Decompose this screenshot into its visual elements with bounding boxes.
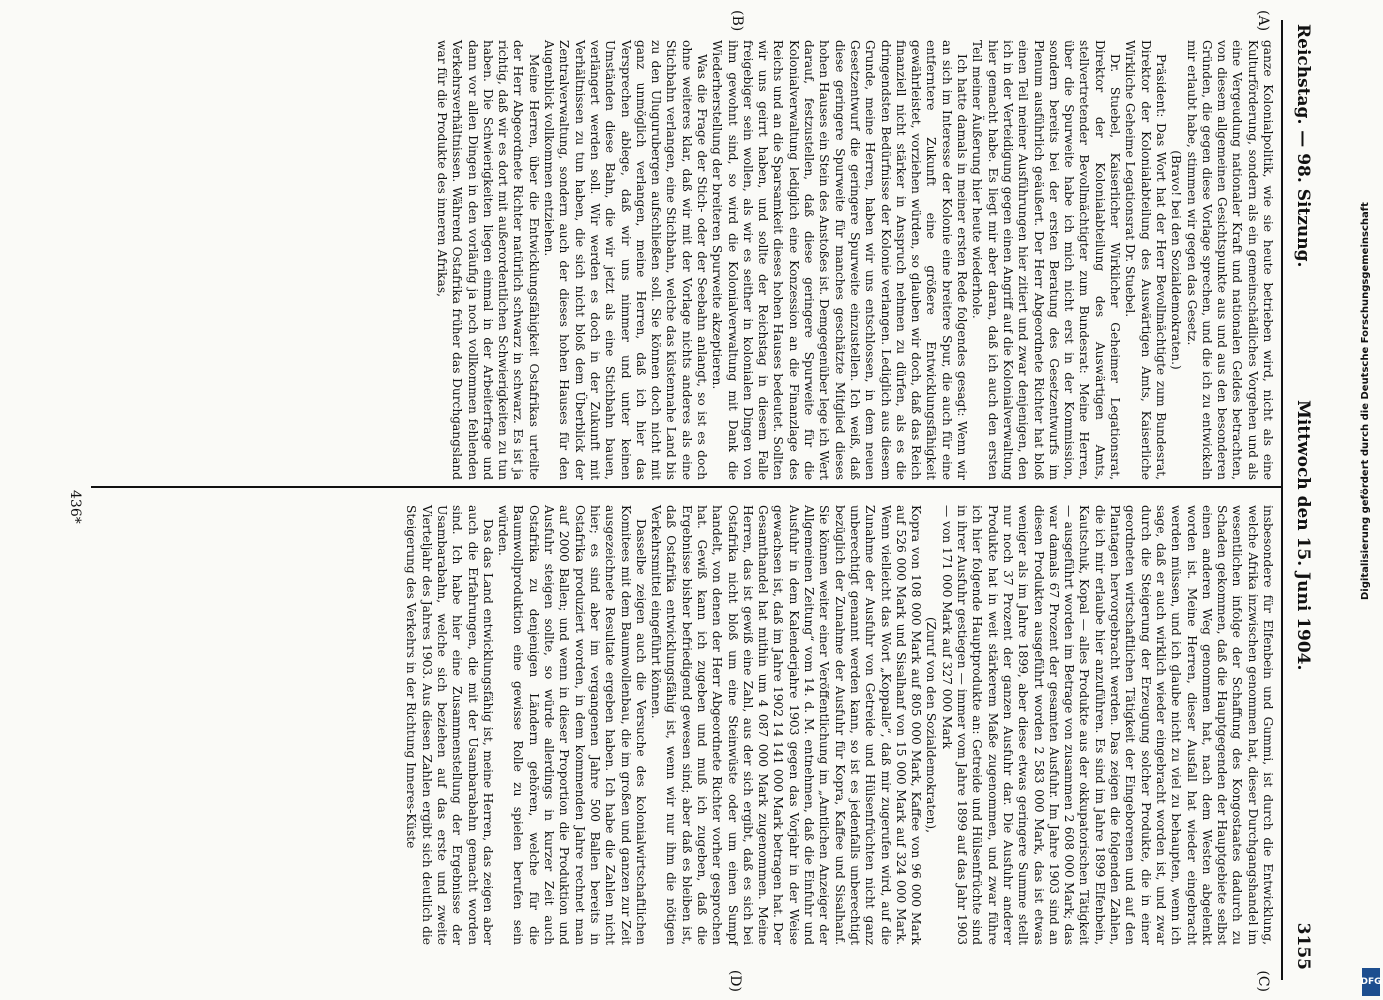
digitization-credit: Digitalisierung gefördert durch die Deutsche Forschungsgemeinschaft bbox=[1360, 202, 1371, 600]
margin-mark-a: (A) bbox=[1255, 10, 1271, 32]
header-rule bbox=[1281, 20, 1283, 980]
header-page-number: 3155 bbox=[1293, 922, 1313, 970]
paragraph: Dr. Stuebel, Kaiserlicher Wirklicher Geheimer Legationsrat, Direktor der Kolonialabteilung des Auswärtigen Amts, stellvertretender Bevollmächtigter zum Bundesrat: Meine Herren, über die Spurweite habe ich mich nicht erst in der Kommission, sondern bereits bei der ersten Beratung des Gesetzentwurfs im Plenum ausführlich geäußert. Der Herr Abgeordnete Richter hat bloß einen Teil meiner Ausführungen hier zitiert und zwar denjenigen, den ich in der Verteidigung gegen einen Angriff auf die Kolonialverwaltung hier gemacht habe. Es liegt mir aber daran, daß ich auch den ersten Teil meiner Äußerung hier heute wiederhole. bbox=[970, 40, 1123, 480]
header-date: Mittwoch den 15. Juni 1904. bbox=[1293, 400, 1313, 671]
paragraph: Präsident: Das Wort hat der Herr Bevollmächtigte zum Bundesrat, Direktor der Kolonialabteilung des Auswärtigen Amts, Kaiserliche Wirkliche Geheime Legationsrat Dr. Stuebel. bbox=[1123, 40, 1168, 480]
paragraph: (Zuruf von den Sozialdemokraten), bbox=[924, 617, 939, 833]
paragraph: Kopra von 108 000 Mark auf 805 000 Mark, Kaffee von 96 000 Mark auf 526 000 Mark und Sisalhanf von 15 000 Mark auf 324 000 Mark. Wenn vielleicht das Wort „Koppalle“, daß mir zugerufen wird, auf die Zunahme der Ausfuhr von Getreide und Hülsenfrüchten nicht ganz unberechtigt genannt werden kann, so ist es jedenfalls unberechtigt bezüglich der Zunahme der Ausfuhr für Kopra, Kaffee und Sisalhanf. Sie können weiter einer Veröffentlichung im „Amtlichen Anzeiger der Allgemeinen Zeitung“ vom 14. d. M. entnehmen, daß die Einfuhr und Ausfuhr in dem Kalenderjahre 1903 gegen das Vorjahr in der Weise gewachsen ist, daß im Jahre 1902 14 141 000 Mark betragen hat. Der Gesamthandel hat mithin um 4 087 000 Mark zugenommen. Meine Herren, das ist gewiß eine Zahl, aus der sich ergibt, daß es sich bei Ostafrika nicht bloß um eine Steinwüste oder um einen Sumpf handelt, von denen der Herr Abgeordnete Richter vorher gesprochen hat. Gewiß kann ich zugeben und muß ich zugeben, daß die Ergebnisse bisher befriedigend gewesen sind; aber daß es bleiben ist, daß Ostafrika entwicklungsfähig ist, wenn wir nur ihm die nötigen Verkehrsmittel eingeführt können. bbox=[649, 505, 924, 945]
header-session: Reichstag. — 98. Sitzung. bbox=[1293, 24, 1313, 268]
paragraph: Meine Herren, über die Entwicklungsfähigkeit Ostafrikas urteilte der Herr Abgeordnete Richter natürlich schwarz in schwarz. Es ist ja richtig, daß wir es dort mit außerordentlichen Schwierigkeiten zu tun haben. Die Schwierigkeiten liegen einmal in der Arbeiterfrage und dann vor allen Dingen in den vorläufig ja noch vollkommen fehlenden Verkehrsverhältnissen. Während Ostafrika früher das Durchgangsland war für die Produkte des inneren Afrikas, bbox=[434, 40, 541, 480]
margin-mark-c: (C) bbox=[1255, 970, 1271, 992]
margin-mark-d: (D) bbox=[727, 969, 743, 992]
column-divider bbox=[91, 486, 1281, 488]
margin-mark-b: (B) bbox=[729, 10, 745, 32]
page-footer-number: 436* bbox=[67, 490, 83, 524]
left-column bbox=[434, 40, 1275, 480]
dfg-logo-icon: DFG bbox=[1362, 968, 1380, 996]
paragraph: Dasselbe zeigen auch die Versuche des kolonialwirtschaftlichen Komitees mit dem Baumwollenbau, die im großen und ganzen zur Zeit ausgezeichnete Resultate ergeben haben. Ich habe die Zahlen nicht hier; es sind aber im vergangenen Jahre 500 Ballen bereits in Ostafrika produziert worden, in dem kommenden Jahre rechnet man auf 2000 Ballen; und wenn in dieser Proportion die Produktion und Ausfuhr steigen sollte, so würde allerdings in kurzer Zeit auch Ostafrika zu denjenigen Ländern gehören, welche für die Baumwollproduktion eine gewisse Rolle zu spielen berufen sein würden. bbox=[496, 505, 648, 945]
paragraph: Ich hatte damals in meiner ersten Rede folgendes gesagt: Wenn wir an sich im Interesse der Kolonie eine breitere Spur, die auch für eine entferntere Zukunft eine größere Entwicklungsfähigkeit gewährleistet, vorziehen würden, so glauben wir doch, daß das Reich finanziell nicht stärker in Anspruch nehmen zu dürfen, als es die dringendsten Bedürfnisse der Kolonie verlangen. Lediglich aus diesem Grunde, meine Herren, haben wir uns entschlossen, in dem neuen Gesetzentwurf die geringere Spurweite einzustellen. Ich weiß, daß diese geringere Spurweite für manches geschätzte Mitglied dieses hohen Hauses ein Stein des Anstoßes ist. Demgegenüber lege ich Wert darauf, festzustellen, daß diese geringere Spurweite für die Kolonialverwaltung lediglich eine Konzession an die Finanzlage des Reichs und an die Sparsamkeit dieses hohen Hauses bedeutet. Sollten wir uns geirrt haben, und sollte der Reichstag in diesem Falle freigebiger sein wollen, als wir es seither in kolonialen Dingen von ihm gewohnt sind, so wird die Kolonialverwaltung mit Dank die Wiederherstellung der breiteren Spurweite akzeptieren. bbox=[710, 40, 970, 480]
paragraph: insbesondere für Elfenbein und Gummi, ist durch die Entwicklung, welche Afrika inzwischen genommen hat, dieser Durchgangshandel im wesentlichen infolge der Schaffung des Kongostaates dadurch zu Schaden gekommen, daß die Hauptgegenden der Hauptgebiete selbst einen anderen Weg genommen hat, nach dem Westen abgelenkt worden ist. Meine Herren, dieser Ausfall hat wieder eingebracht werden müssen, und ich glaube nicht zu viel zu behaupten, wenn ich sage, daß er auch wirklich wieder eingebracht worden ist, und zwar durch die Steigerung der Erzeugung solcher Produkte, die in einer geordneten wirtschaftlichen Tätigkeit der Eingeborenen und auf den Plantagen hervorgebracht werden. Das zeigen die folgenden Zahlen, die ich mir erlaube hier anzuführen. Es sind im Jahre 1899 Elfenbein, Kautschuk, Kopal — alles Produkte aus der okkupatorischen Tätigkeit — ausgeführt worden im Betrage von zusammen 2 608 000 Mark; das war damals 67 Prozent der gesamten Ausfuhr. Im Jahre 1903 sind an diesen Produkten ausgeführt worden 2 583 000 Mark, das ist etwas weniger als im Jahre 1899, aber diese etwas geringere Summe stellt nur noch 37 Prozent der ganzen Ausfuhr dar. Die Ausfuhr anderer Produkte hat in weit stärkerem Maße zugenommen, und zwar führe ich hier folgende Hauptprodukte an: Getreide und Hülsenfrüchte sind in ihrer Ausfuhr gestiegen — immer vom Jahre 1899 auf das Jahr 1903 — von 171 000 Mark auf 327 000 Mark bbox=[939, 505, 1275, 945]
paragraph: ganze Kolonialpolitik, wie sie heute betrieben wird, nicht als eine Kulturförderung, sondern als ein gemeinschädliches Vorgehen und als eine Vergeudung nationaler Kraft und nationalen Geldes betrachten, von diesem allgemeinen Gesichtspunkte aus und aus den besonderen Gründen, die gegen diese Vorlage sprechen, und die ich zu entwickeln mir erlaubt habe, stimmen wir gegen das Gesetz. bbox=[1184, 40, 1275, 480]
paragraph: (Bravo! bei den Sozialdemokraten.) bbox=[1169, 150, 1184, 370]
right-column bbox=[403, 505, 1275, 945]
paragraph: Was die Frage der Stich- oder der Seebahn anlangt, so ist es doch ohne weiteres klar, daß wir mit der Vorlage nichts anderes als eine Stichbahn verlangen, eine Stichbahn, welche das küstennahe Land bis zu den Ulugurubergen aufschließen soll. Sie können doch nicht mit ganz unmöglich verlangen, meine Herren, daß ich hier das Versprechen ablege, daß wir uns nimmer und unter keinen Umständen diese Bahn, die wir jetzt als eine Stichbahn bauen, verlängert werden soll. Wir werden es doch in der Zukunft mit Verhältnissen zu tun haben, die sich nicht bloß dem Überblick der Zentralverwaltung, sondern auch der dieses hohen Hauses für den Augenblick vollkommen entziehen. bbox=[542, 40, 710, 480]
paragraph: Das das Land entwicklungsfähig ist, meine Herren, das zeigen aber auch die Erfahrungen, die mit der Usambarabahn gemacht worden sind. Ich habe hier eine Zusammenstellung der Ergebnisse der Usambarabahn, welche sich beziehen auf das erste und zweite Vierteljahr des Jahres 1903. Aus diesen Zahlen ergibt sich deutlich die Steigerung des Verkehrs in der Richtung Inneres-Küste bbox=[404, 505, 495, 945]
